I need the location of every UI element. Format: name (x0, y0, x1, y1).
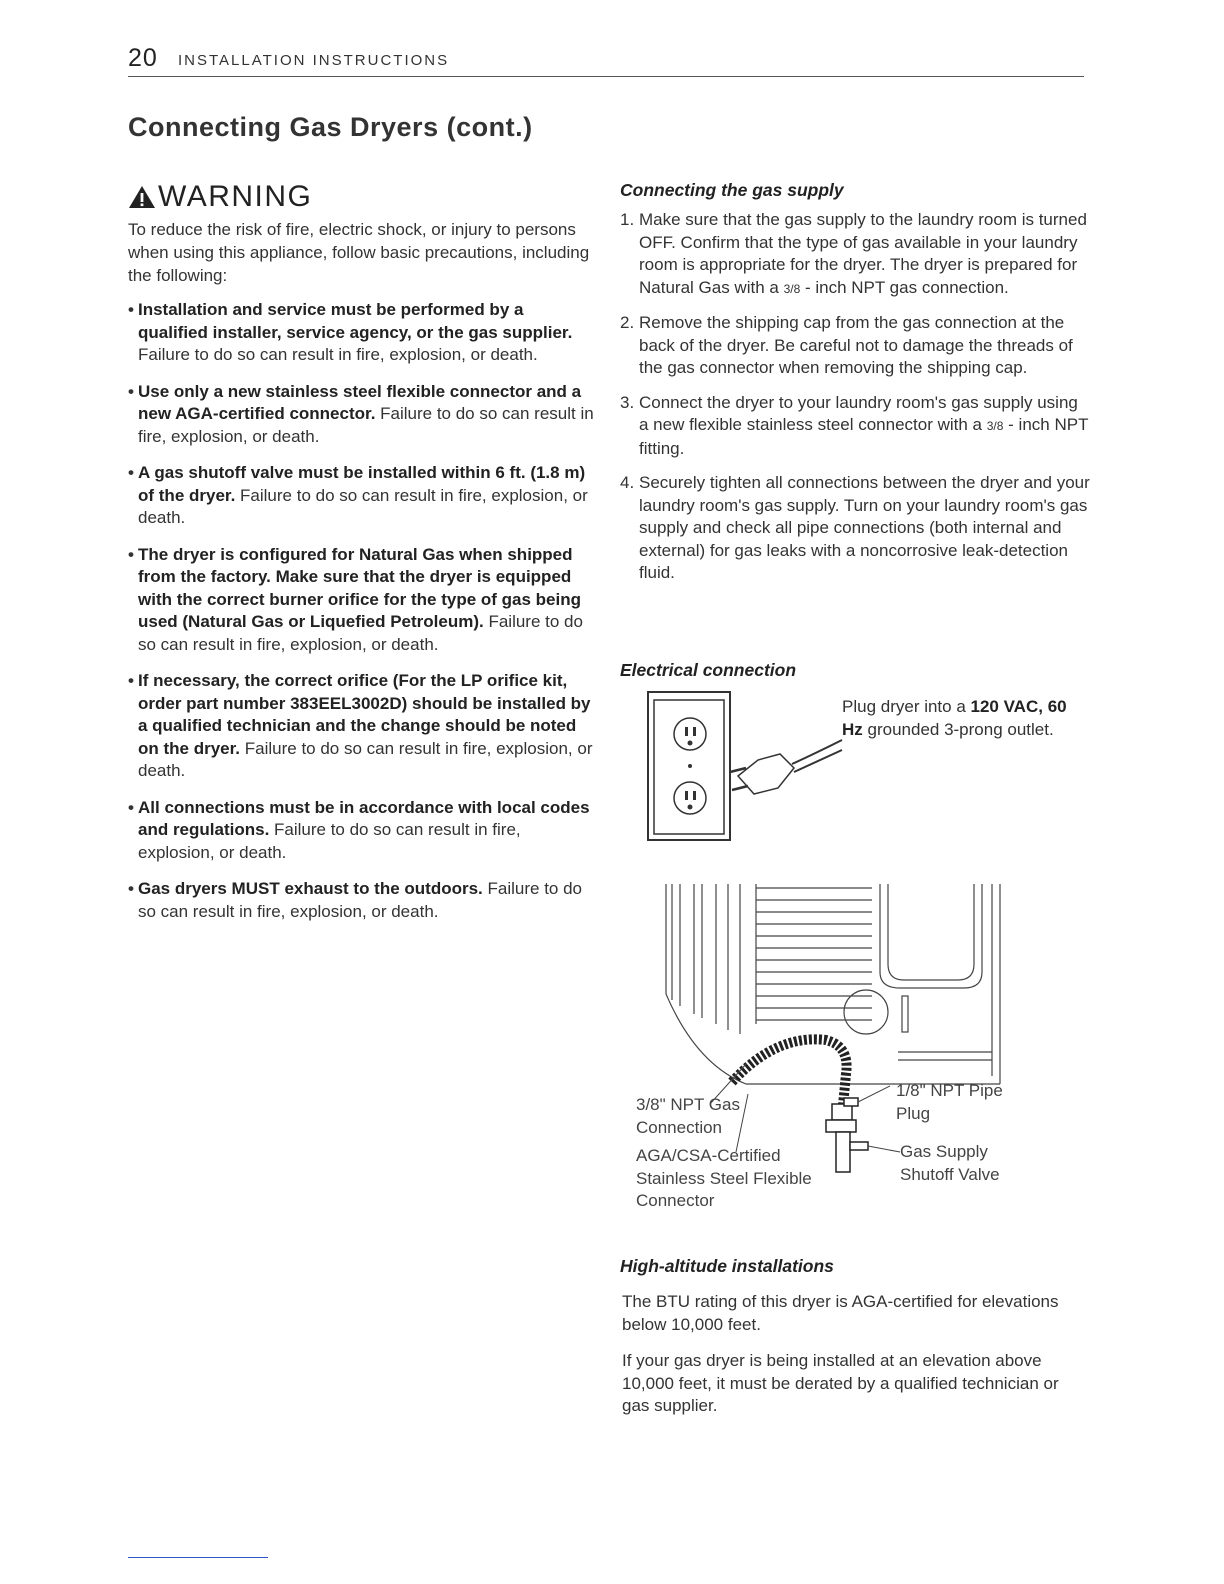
warning-item-bold: A gas shutoff valve must be installed within 6 ft. (1.8 m) of the dryer. (138, 463, 586, 505)
warning-intro: To reduce the risk of fire, electric shock, or injury to persons when using this appliance, follow basic precautions, including the following: (128, 220, 590, 285)
warning-item-bold: If necessary, the correct orifice (For the LP orifice kit, order part number 383EEL3002D) should be installed by a qualified technician and the change should be noted on the dryer. (138, 671, 591, 758)
warning-item (128, 878, 598, 923)
warning-list (128, 299, 598, 923)
warning-item-bold: The dryer is configured for Natural Gas when shipped from the factory. Make sure that the dryer is equipped with the correct burner orifice for the type of gas being used (Natural Gas or Liquefied Petroleum). (138, 544, 582, 631)
high-altitude-section (620, 1256, 1090, 1432)
page-title: Connecting Gas Dryers (cont.) (128, 112, 533, 142)
step-text: Remove the shipping cap from the gas connection at the back of the dryer. Be careful not to damage the threads of the gas connector when removing the shipping cap. (639, 313, 1073, 377)
label-gas-connection: 3/8" NPT Gas Connection (636, 1095, 740, 1137)
step-text-after: - inch NPT gas connection. (800, 277, 1009, 297)
step-number: 3. (620, 392, 635, 412)
step-number: 4. (620, 473, 635, 492)
warning-item-text: Failure to do so can result in fire, explosion, or death. (138, 612, 583, 654)
plug-text-after: grounded 3-prong outlet. (862, 719, 1054, 739)
step-item (620, 209, 1090, 300)
warning-item-text: Failure to do so can result in fire, explosion, or death. (138, 485, 588, 527)
warning-item-bold: Gas dryers MUST exhaust to the outdoors. (138, 879, 483, 898)
plug-text-before: Plug dryer into a (842, 697, 971, 716)
altitude-heading: High-altitude installations (620, 1256, 834, 1276)
step-text: Connect the dryer to your laundry room's gas supply using a new flexible stainless steel connector with a (639, 392, 1078, 434)
fraction: 3/8 (783, 281, 801, 296)
gas-supply-steps (620, 209, 1090, 585)
warning-item (128, 462, 598, 530)
frequency-label: 60 Hz (842, 697, 1067, 739)
plug-instruction (842, 696, 1082, 741)
page-header (128, 44, 1084, 77)
step-text: Securely tighten all connections between the dryer and your laundry room's gas supply. Turn on your laundry room's gas supply and check all pipe connections (both internal and external) for gas leaks with a noncorrosive leak-detection fluid. (639, 473, 1090, 582)
warning-heading (128, 180, 598, 214)
step-item (620, 312, 1090, 380)
section-label: INSTALLATION INSTRUCTIONS (178, 52, 450, 69)
warning-panel (128, 180, 598, 937)
warning-heading-text: WARNING (158, 180, 313, 213)
outlet-illustration (646, 690, 846, 850)
warning-item-text: Failure to do so can result in fire, explosion, or death. (138, 820, 521, 862)
gas-supply-section (620, 180, 1090, 597)
dryer-gas-connection-diagram (636, 884, 1016, 1184)
voltage-label: 120 VAC, (970, 697, 1043, 716)
warning-item-bold: All connections must be in accordance with local codes and regulations. (138, 797, 590, 839)
warning-item-bold: Use only a new stainless steel flexible connector and a new AGA-certified connector. (138, 381, 582, 423)
warning-item (128, 381, 598, 449)
label-shutoff-valve: Gas Supply Shutoff Valve (900, 1142, 1000, 1184)
warning-item-text: Failure to do so can result in fire, explosion, or death. (138, 738, 593, 780)
page-number: 20 (128, 44, 158, 72)
warning-item-text: Failure to do so can result in fire, explosion, or death. (138, 879, 583, 921)
warning-item-text: Failure to do so can result in fire, explosion, or death. (138, 404, 594, 446)
altitude-paragraph: If your gas dryer is being installed at an elevation above 10,000 feet, it must be derated by a qualified technician or gas supplier. (622, 1351, 1059, 1415)
warning-item-text: Failure to do so can result in fire, explosion, or death. (138, 345, 538, 364)
fraction: 3/8 (986, 419, 1004, 433)
electrical-heading: Electrical connection (620, 660, 797, 680)
electrical-section (620, 660, 1090, 739)
step-number: 1. (620, 210, 635, 229)
step-text: Make sure that the gas supply to the laundry room is turned OFF. Confirm that the type of gas available in your laundry room is appropriate for the dryer. The dryer is prepared for Natural Gas with a (639, 210, 1087, 297)
warning-item (128, 299, 598, 367)
label-pipe-plug: 1/8" NPT Pipe Plug (896, 1081, 1003, 1123)
gas-supply-heading: Connecting the gas supply (620, 180, 844, 200)
warning-item (128, 797, 598, 865)
warning-triangle-icon (128, 184, 156, 210)
step-number: 2. (620, 313, 635, 332)
warning-item (128, 670, 598, 783)
footer-rule (128, 1557, 268, 1558)
label-flexible-connector: AGA/CSA-Certified Stainless Steel Flexible Connector (636, 1146, 812, 1210)
step-text-after: - inch NPT fitting. (639, 415, 1089, 458)
step-item (620, 392, 1090, 461)
warning-item (128, 544, 598, 657)
step-item (620, 472, 1090, 585)
altitude-paragraph: The BTU rating of this dryer is AGA-certified for elevations below 10,000 feet. (622, 1292, 1059, 1334)
warning-item-bold: Installation and service must be performed by a qualified installer, service agency, or the gas supplier. (138, 300, 573, 342)
